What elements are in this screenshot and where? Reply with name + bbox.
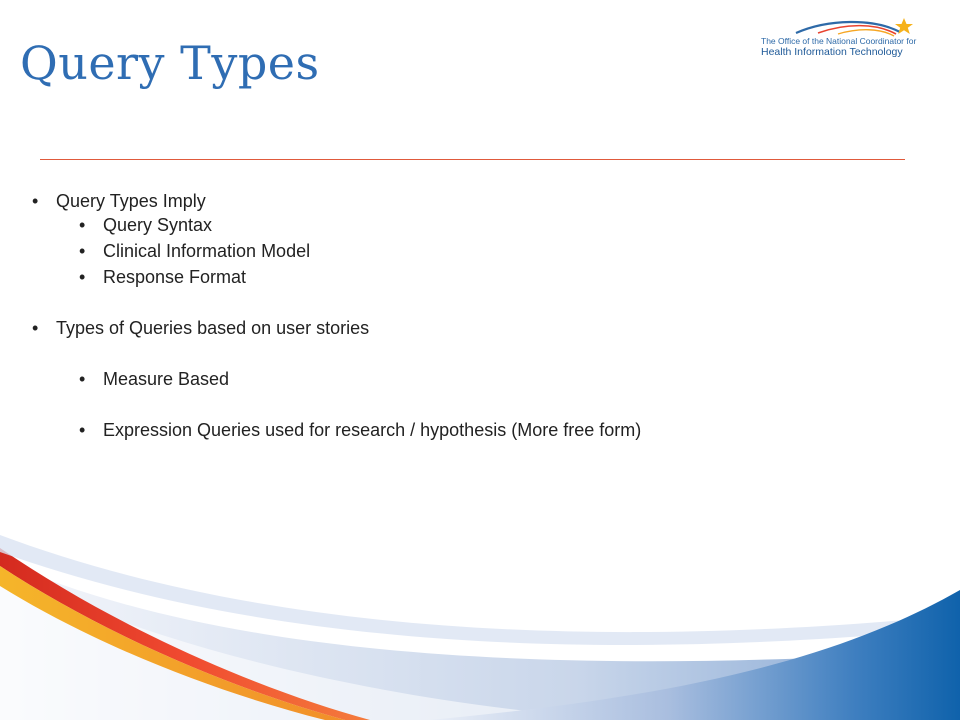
onc-logo bbox=[758, 16, 918, 60]
slide-title: Query Types bbox=[20, 36, 320, 90]
title-divider bbox=[40, 159, 905, 160]
bullet-text: Types of Queries based on user stories bbox=[56, 318, 370, 338]
bullet-text: Clinical Information Model bbox=[103, 241, 311, 261]
bullet-dot: • bbox=[79, 420, 86, 440]
bullet-text: Query Types Imply bbox=[56, 191, 206, 211]
bullet-text: Expression Queries used for research / hypothesis (More free form) bbox=[103, 420, 642, 440]
bullet-dot: • bbox=[79, 369, 86, 389]
bullet-text: Measure Based bbox=[103, 369, 230, 389]
sub-bullet-item bbox=[79, 266, 247, 288]
sub-bullet-item bbox=[79, 419, 642, 441]
bullet-dot: • bbox=[79, 215, 86, 235]
bullet-dot: • bbox=[32, 318, 39, 338]
decorative-waves bbox=[0, 530, 960, 720]
bullet-item bbox=[32, 317, 370, 339]
logo-text-line2: Health Information Technology bbox=[761, 46, 903, 58]
bullet-item bbox=[32, 190, 206, 212]
bullet-text: Response Format bbox=[103, 267, 247, 287]
bullet-dot: • bbox=[79, 241, 86, 261]
bullet-text: Query Syntax bbox=[103, 215, 213, 235]
sub-bullet-item bbox=[79, 368, 230, 390]
logo-text-line1: The Office of the National Coordinator for bbox=[761, 36, 917, 46]
sub-bullet-item bbox=[79, 214, 213, 236]
sub-bullet-item bbox=[79, 240, 311, 262]
bullet-dot: • bbox=[79, 267, 86, 287]
bullet-dot: • bbox=[32, 191, 39, 211]
